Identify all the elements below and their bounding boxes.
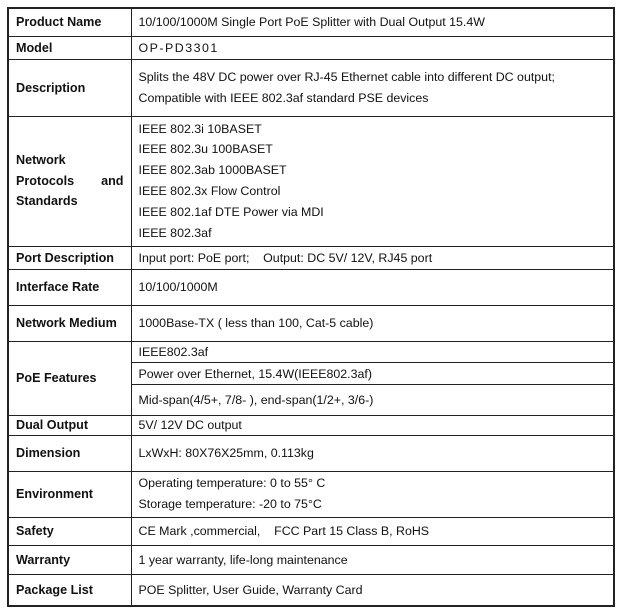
poe-feature-line: Power over Ethernet, 15.4W(IEEE802.3af) [132, 362, 614, 384]
model-value: OP-PD3301 [131, 36, 614, 59]
warranty-label: Warranty [8, 545, 131, 574]
environment-line: Storage temperature: -20 to 75°C [138, 497, 322, 511]
dual-output-label: Dual Output [8, 415, 131, 435]
model-label: Model [8, 36, 131, 59]
row-network-protocols [8, 116, 614, 246]
product-name-label: Product Name [8, 8, 131, 36]
poe-features-list [132, 342, 614, 414]
network-medium-label: Network Medium [8, 305, 131, 341]
product-name-value: 10/100/1000M Single Port PoE Splitter with Dual Output 15.4W [131, 8, 614, 36]
description-line: Compatible with IEEE 802.3af standard PSE devices [138, 90, 429, 105]
row-interface-rate [8, 269, 614, 305]
protocol-line: IEEE 802.3u 100BASET [138, 142, 273, 157]
row-poe-features [8, 341, 614, 415]
description-line: Splits the 48V DC power over RJ-45 Ethernet cable into different DC output; [138, 69, 555, 84]
protocol-line: IEEE 802.1af DTE Power via MDI [138, 204, 324, 219]
label-word: Standards [16, 194, 78, 209]
environment-value [131, 471, 614, 517]
row-dimension [8, 435, 614, 471]
protocol-line: IEEE 802.3x Flow Control [138, 184, 281, 198]
label-word: Network [16, 153, 66, 168]
row-port-description [8, 246, 614, 269]
row-product-name [8, 8, 614, 36]
row-network-medium [8, 305, 614, 341]
dimension-label: Dimension [8, 435, 131, 471]
warranty-value: 1 year warranty, life-long maintenance [131, 545, 614, 574]
row-dual-output [8, 415, 614, 435]
network-medium-value: 1000Base-TX ( less than 100, Cat-5 cable) [131, 305, 614, 341]
environment-label: Environment [8, 471, 131, 517]
row-package-list [8, 574, 614, 606]
dual-output-value: 5V/ 12V DC output [131, 415, 614, 435]
network-protocols-label-text [16, 150, 124, 212]
row-safety [8, 517, 614, 545]
row-model [8, 36, 614, 59]
row-environment [8, 471, 614, 517]
label-word: Protocols [16, 173, 75, 188]
description-label: Description [8, 59, 131, 116]
environment-line: Operating temperature: 0 to 55° C [138, 476, 326, 491]
port-description-label: Port Description [8, 246, 131, 269]
safety-value: CE Mark ,commercial, FCC Part 15 Class B, RoHS [131, 517, 614, 545]
interface-rate-value: 10/100/1000M [131, 269, 614, 305]
port-description-value: Input port: PoE port; Output: DC 5V/ 12V, RJ45 port [131, 246, 614, 269]
package-list-value: POE Splitter, User Guide, Warranty Card [131, 574, 614, 606]
protocol-line: IEEE 802.3i 10BASET [138, 121, 262, 136]
network-protocols-value [131, 116, 614, 246]
poe-feature-line: Mid-span(4/5+, 7/8- ), end-span(1/2+, 3/6-) [132, 384, 614, 414]
poe-features-value [131, 341, 614, 415]
protocol-line: IEEE 802.3af [138, 225, 212, 240]
safety-label: Safety [8, 517, 131, 545]
protocol-line: IEEE 802.3ab 1000BASET [138, 163, 287, 178]
interface-rate-label: Interface Rate [8, 269, 131, 305]
description-value [131, 59, 614, 116]
network-protocols-label [8, 116, 131, 246]
row-warranty [8, 545, 614, 574]
spec-table [7, 7, 615, 607]
poe-feature-line: IEEE802.3af [138, 345, 209, 359]
poe-features-label: PoE Features [8, 341, 131, 415]
package-list-label: Package List [8, 574, 131, 606]
dimension-value: LxWxH: 80X76X25mm, 0.113kg [131, 435, 614, 471]
label-word: and [101, 173, 124, 188]
row-description [8, 59, 614, 116]
